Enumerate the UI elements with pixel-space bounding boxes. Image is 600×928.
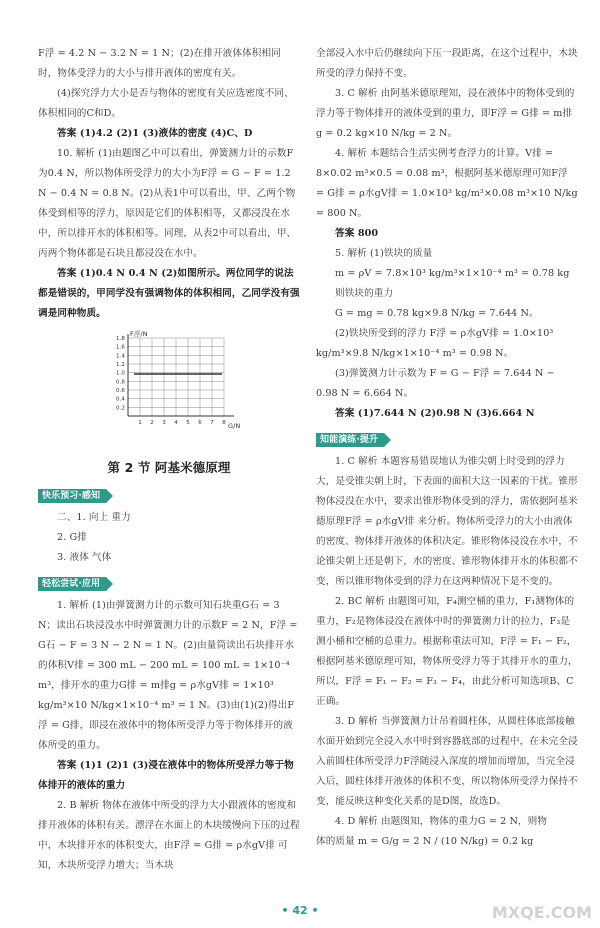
x-tick-label: 4 [174,420,178,426]
x-tick-label: 1 [138,420,142,426]
y-tick-label: 1.8 [115,336,125,342]
answer-line: 答案 800 [335,228,379,239]
question-2: 2. B 解析 物体在液体中所受的浮力大小跟液体的密度和排开液体的体积有关。漂浮在水面上的木块缓慢向下压的过程中，木块排开水的体积变大，由F浮 = G排 = ρ水gV排 可知，木块所受浮力增大；当木块 [38,800,300,871]
y-axis-label: F浮/N [130,330,148,338]
answer-line: 答案 (1)1 (2)1 (3)浸在液体中的物体所受浮力等于物体排开的液体的重力 [38,760,294,791]
paragraph: F浮 = 4.2 N − 3.2 N = 1 N；(2)在排开液体体积相同时，物体受浮力的大小与排开液体的密度有关。 [38,48,281,79]
paragraph: (4)探究浮力大小是否与物体的密度有关应选密度不同、体积相同的C和D。 [38,88,294,119]
y-tick-label: 1.0 [115,370,125,377]
answer-line: 答案 (1)0.4 N 0.4 N (2)如图所示。两位同学的说法都是错误的，甲同学没有强调物体的体积相同，乙同学没有强调是同种物质。 [38,268,300,319]
preview-line: 2. G排 [57,532,87,543]
question-5: 5. 解析 (1)铁块的质量 [335,248,433,259]
x-tick-label: 2 [150,420,154,426]
paragraph: 体的质量 m = G/g = 2 N / (10 N/kg) = 0.2 kg [316,836,534,847]
y-tick-label: 0.2 [115,405,125,412]
question-3: 3. C 解析 由阿基米德原理知，浸在液体中的物体受到的浮力等于物体排开的液体受到的重力，即F浮 = G排 = m排g = 0.2 kg×10 N/kg = 2 N。 [316,88,575,139]
paragraph: G = mg = 0.78 kg×9.8 N/kg = 7.644 N。 [335,308,539,319]
y-tick-label: 1.6 [115,344,125,351]
y-tick-label: 1.4 [115,353,125,360]
y-tick-label: 1.2 [115,362,125,368]
exercise-4: 4. D 解析 由题图知，物体的重力G = 2 N，则物 [335,816,548,827]
exercise-2: 2. BC 解析 由题图可知，F₄测空桶的重力，F₁测物体的重力，F₂是物体浸没在液体中时的弹簧测力计的拉力，F₃是测小桶和空桶的总重力。根据称重法可知，F浮 = F₁ − F₂，根据阿基米德原理可知，物体所受浮力等于其排开水的重力，所以，F浮 = F₁ − F₂ = F₃ − F₄，由此分析可知选项B、C正确。 [316,596,578,707]
right-column [316,44,578,852]
left-column [38,44,300,876]
question-10: 10. 解析 (1)由题图乙中可以看出，弹簧测力计的示数F为0.4 N，所以物体所受浮力的大小为F浮 = G − F = 1.2 N − 0.4 N = 0.8 N。(2)从表1中可以看出，甲、乙两个物体受到相等的浮力，原因是它们的体积相等，又都浸没在水中，所以排开水的体积相等。同理，从表2中可以看出，甲、丙两个物体都是石块且都浸没在水中。 [38,148,297,259]
question-1: 1. 解析 (1)由弹簧测力计的示数可知石块重G石 = 3 N；读出石块浸没水中时弹簧测力计的示数F = 2 N，F浮 = G石 − F = 3 N − 2 N = 1 N。(2)由量筒读出石块排开水的体积V排 = 300 mL − 200 mL = 100 mL = 1×10⁻⁴ m³，排开水的重力G排 = m排g = ρ水gV排 = 1×10³ kg/m³×10 N/kg×1×10⁻⁴ m³ = 1 N。(3)由(1)(2)得出F浮 = G排，即浸在液体中的物体所受浮力等于物体排开的液体所受的重力。 [38,600,298,751]
watermark: MXQE.COM [491,903,592,922]
page-number: • 42 • [281,904,319,917]
preview-line: 3. 液体 气体 [57,552,112,563]
paragraph: (2)铁块所受到的浮力 F浮 = ρ水gV排 = 1.0×10³ kg/m³×9.8 N/kg×1×10⁻⁴ m³ = 0.98 N。 [316,328,554,359]
y-tick-label: 0.4 [115,396,125,403]
paragraph: 则铁块的重力 [335,288,394,299]
paragraph: 全部浸入水中后仍继续向下压一段距离，在这个过程中，木块所受的浮力保持不变。 [316,48,578,79]
preview-line: 二、1. 向上 重力 [57,512,131,523]
buoyancy-graph [94,328,254,432]
x-axis-label: G/N [228,422,241,430]
answer-line: 答案 (1)4.2 (2)1 (3)液体的密度 (4)C、D [57,128,253,139]
paragraph: (3)弹簧测力计示数为 F = G − F浮 = 7.644 N − 0.98 N = 6.664 N。 [316,368,555,399]
x-tick-label: 7 [210,420,214,426]
section-header: 轻松尝试·应用 [38,574,300,594]
y-tick-label: 0.8 [115,379,125,386]
answer-line: 答案 (1)7.644 N (2)0.98 N (3)6.664 N [335,408,535,419]
section-header: 知能演练·提升 [316,430,578,450]
x-tick-labels [138,420,226,426]
y-tick-label: 0.6 [115,388,125,394]
section-title: 第 2 节 阿基米德原理 [107,460,231,475]
y-tick-labels [116,336,125,411]
section-header: 快乐预习·感知 [38,486,300,506]
question-4: 4. 解析 本题结合生活实例考查浮力的计算。V排 = 8×0.02 m³×0.5 = 0.08 m³，根据阿基米德原理可知F浮 = G排 = ρ水gV排 = 1.0×10³ kg/m³×0.08 m³×10 N/kg = 800 N。 [316,148,578,219]
paragraph: m = ρV = 7.8×10³ kg/m³×1×10⁻⁴ m³ = 0.78 kg [335,268,570,279]
x-tick-label: 3 [162,420,166,426]
exercise-3: 3. D 解析 当弹簧测力计吊着圆柱体，从圆柱体底部接触水面开始到完全浸入水中时到容器底部的过程中，在未完全浸入前圆柱体所受浮力F浮随浸入深度的增加而增加，当完全浸入后，圆柱体排开液体的体积不变，所以物体所受浮力保持不变，能反映这种变化关系的是D图，故选D。 [316,716,578,807]
graph-grid [128,338,224,416]
x-tick-label: 6 [198,420,202,426]
x-tick-label: 5 [186,420,190,426]
x-tick-label: 8 [222,420,226,426]
exercise-1: 1. C 解析 本题容易错误地认为锥尖朝上时受到的浮力大，是受锥尖朝上时，下表面的面积大这一因素的干扰。锥形物体浸没在水中，要求出锥形物体受到的浮力，需依据阿基米德原理F浮 = ρ水gV排 来分析。物体所受浮力的大小由液体的密度、物体排开液体的体积决定。锥形物体浸没在水中，不论锥尖朝上还是朝下，水的密度、锥形物体排开水的体积都不变，所以锥形物体受到的浮力在这两种情况下是不变的。 [316,456,578,587]
